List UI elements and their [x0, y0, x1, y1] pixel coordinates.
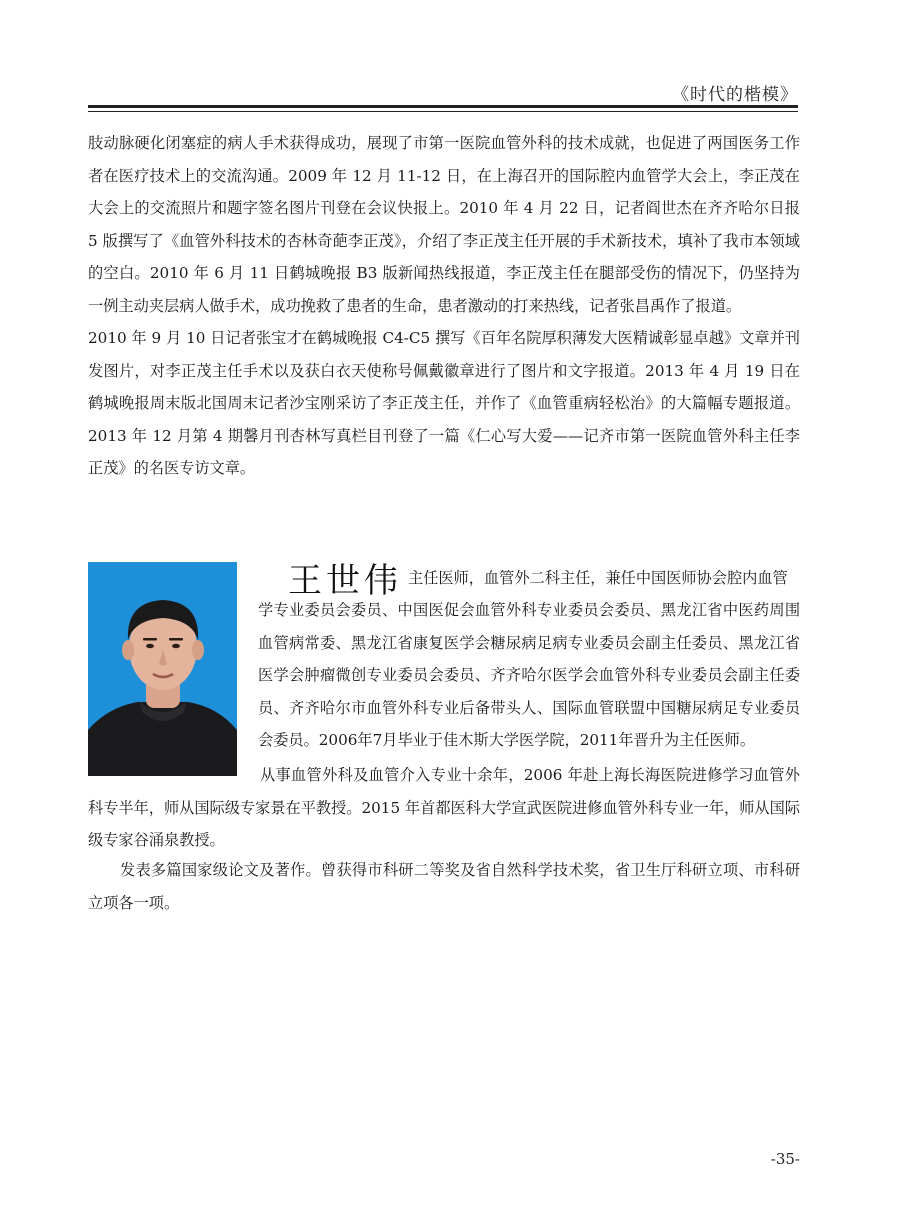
running-header-title: 《时代的楷模》: [672, 85, 798, 105]
portrait-illustration: [88, 562, 237, 776]
page-number: -35-: [770, 1150, 800, 1168]
profile-bio-continued: 从事血管外科及血管介入专业十余年，2006 年赴上海长海医院进修学习血管外科专半年，师从国际级专家景在平教授。2015 年首都医科大学宣武医院进修血管外科专业一年，师从国际级专家谷涌泉教授。: [88, 766, 800, 850]
header-rule-thin: [88, 111, 798, 112]
header-rule-thick: [88, 105, 798, 108]
article-paragraph-2: 2010 年 9 月 10 日记者张宝才在鹤城晚报 C4-C5 撰写《百年名院厚积薄发大医精诚彰显卓越》文章并刊发图片，对李正茂主任手术以及获白衣天使称号佩戴徽章进行了图片和文字报道。2013 年 4 月 19 日在鹤城晚报周末版北国周末记者沙宝刚采访了李正茂主任，并作了《血管重病轻松治》的大篇幅专题报道。2013 年 12 月第 4 期馨月刊杏林写真栏目刊登了一篇《仁心写大爱——记齐市第一医院血管外科主任李正茂》的名医专访文章。: [88, 329, 800, 478]
profile-name: 王世伟: [288, 561, 402, 601]
article-paragraph-1: 肢动脉硬化闭塞症的病人手术获得成功，展现了市第一医院血管外科的技术成就，也促进了两国医务工作者在医疗技术上的交流沟通。2009 年 12 月 11-12 日，在上海召开的国际腔内血管学大会上，李正茂在大会上的交流照片和题字签名图片刊登在会议快报上。2010 年 4 月 22 日，记者阎世杰在齐齐哈尔日报 5 版撰写了《血管外科技术的杏林奇葩李正茂》，介绍了李正茂主任开展的手术新技术，填补了我市本领域的空白。2010 年 6 月 11 日鹤城晚报 B3 版新闻热线报道，李正茂主任在腿部受伤的情况下，仍坚持为一例主动夹层病人做手术，成功挽救了患者的生命，患者激动的打来热线，记者张昌禹作了报道。: [88, 134, 800, 315]
profile-bio-side: 学专业委员会委员、中国医促会血管外科专业委员会委员、黑龙江省中医药周围血管病常委、黑龙江省康复医学会糖尿病足病专业委员会副主任委员、黑龙江省医学会肿瘤微创专业委员会委员、齐齐哈尔医学会血管外科专业委员会副主任委员、齐齐哈尔市血管外科专业后备带头人、国际血管联盟中国糖尿病足专业委员会委员。2006年7月毕业于佳木斯大学医学院，2011年晋升为主任医师。: [258, 601, 800, 750]
profile-bio-awards: 发表多篇国家级论文及著作。曾获得市科研二等奖及省自然科学技术奖，省卫生厅科研立项、市科研立项各一项。: [88, 861, 800, 912]
profile-bio-first-line: 主任医师，血管外二科主任，兼任中国医师协会腔内血管: [408, 569, 788, 587]
doctor-portrait-photo: [88, 562, 237, 776]
